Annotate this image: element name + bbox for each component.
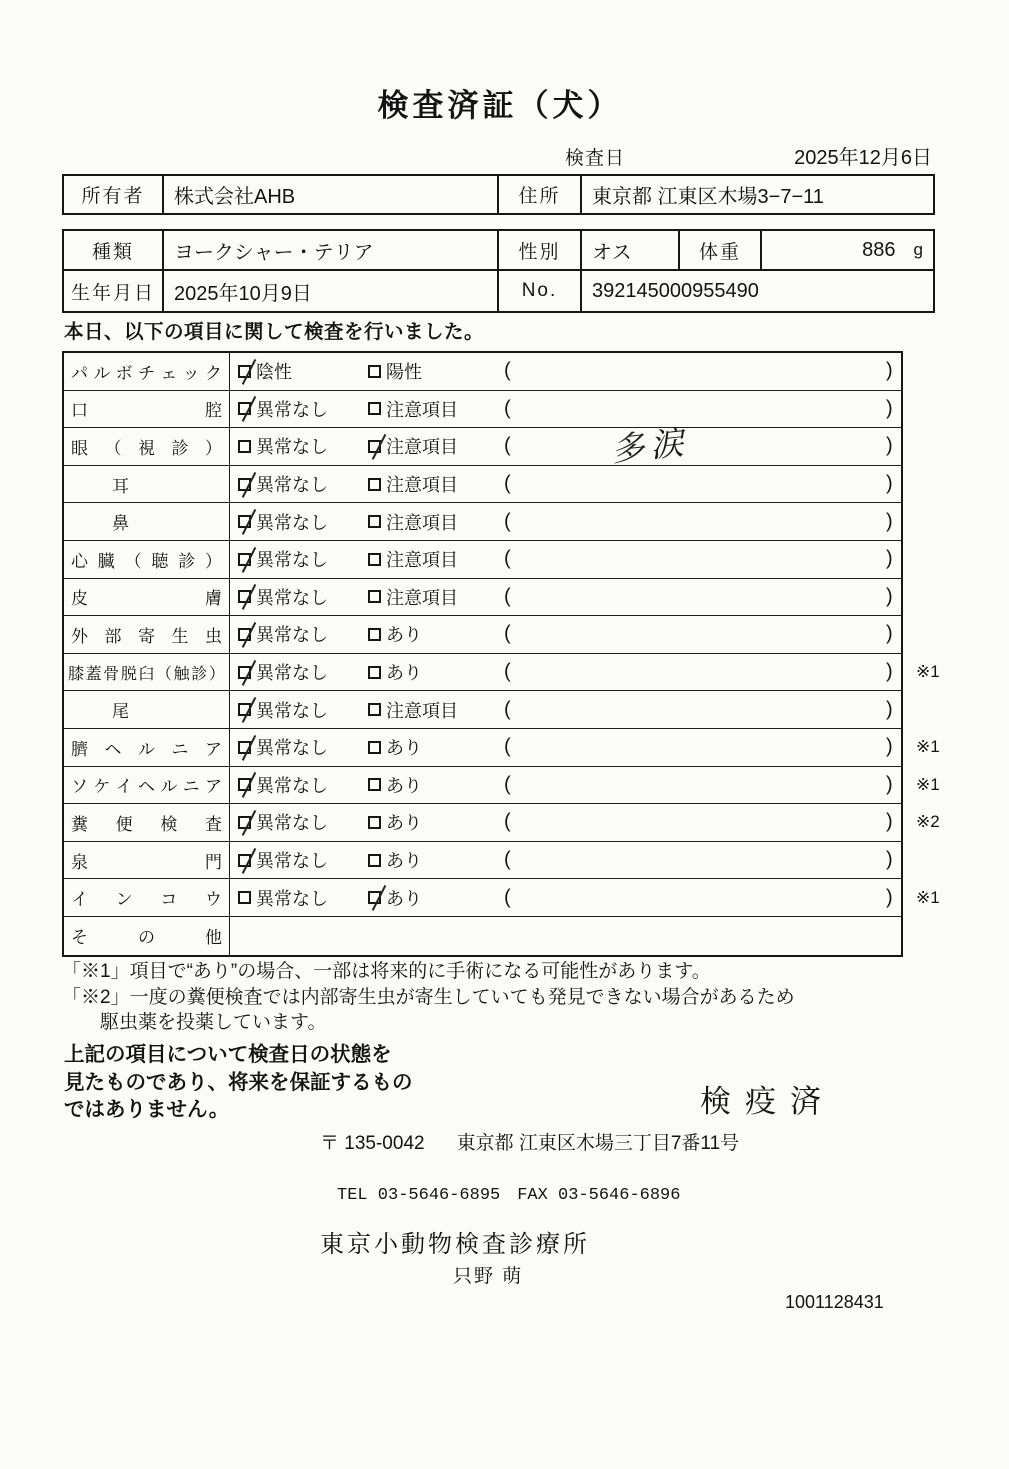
checkbox-unchecked-icon [368, 854, 381, 867]
option-label: 異常なし [256, 399, 328, 420]
option-label: 異常なし [256, 888, 328, 909]
inspection-item-label: 外 部 寄 生 虫 [64, 616, 230, 653]
page-title: 検査済証（犬） [377, 88, 623, 123]
footnote-line-1: 「※1」項目で“あり”の場合、一部は将来的に手術になる可能性があります。 [62, 961, 711, 982]
inspection-item-content [230, 804, 901, 841]
option-2 [368, 471, 458, 497]
inspection-row [64, 729, 940, 767]
checkbox-checked-icon [238, 666, 251, 679]
inspection-item-label: 心 臓 （ 聴 診 ） [64, 541, 230, 578]
checkbox-checked-icon [238, 816, 251, 829]
checkbox-checked-icon [238, 778, 251, 791]
checkbox-unchecked-icon [368, 402, 381, 415]
option-2 [368, 659, 422, 685]
option-label: 異常なし [256, 437, 328, 458]
checkbox-checked-icon [238, 402, 251, 415]
disclaimer-line-3: ではありません。 [64, 1098, 230, 1121]
option-1 [238, 433, 328, 459]
inspection-item-content [230, 691, 901, 728]
option-2 [368, 358, 422, 384]
inspection-item-label: 耳 [64, 466, 230, 503]
checkbox-unchecked-icon [368, 628, 381, 641]
paren-open: ( [504, 397, 511, 420]
checkbox-unchecked-icon [368, 515, 381, 528]
option-label: あり [386, 775, 422, 796]
inspection-item-label: 口 腔 [64, 391, 230, 428]
owner-label: 所有者 [64, 176, 164, 213]
inspection-item-content [230, 466, 901, 503]
option-label: 注意項目 [386, 700, 458, 721]
option-2 [368, 584, 458, 610]
paren-open: ( [504, 735, 511, 758]
inspection-row [64, 879, 940, 917]
inspection-item-label: 膝 蓋 骨 脱 臼 （ 触 診 ） [64, 654, 230, 691]
weight-value: 886 [862, 238, 896, 261]
note-mark: ※1 [916, 774, 940, 794]
inspection-item-content [230, 541, 901, 578]
inspection-row [64, 804, 940, 842]
inspection-table [62, 351, 940, 957]
paren-close: ) [886, 735, 893, 758]
checkbox-checked-icon [238, 854, 251, 867]
checkbox-unchecked-icon [238, 891, 251, 904]
option-label: 異常なし [256, 512, 328, 533]
owner-row [64, 176, 933, 213]
examiner-name: 只野 萌 [453, 1266, 524, 1287]
checkbox-checked-icon [238, 741, 251, 754]
checkbox-unchecked-icon [368, 553, 381, 566]
paren-close: ) [886, 585, 893, 608]
inspection-row [64, 466, 901, 504]
inspection-item-label: 鼻 [64, 503, 230, 540]
checkbox-unchecked-icon [368, 590, 381, 603]
option-label: 異常なし [256, 775, 328, 796]
inspection-item-content [230, 422, 901, 470]
clinic-name: 東京小動物検査診療所 [320, 1231, 590, 1258]
sex-value: オス [582, 231, 680, 269]
paren-close: ) [886, 773, 893, 796]
address-value: 東京都 江東区木場3−7−11 [592, 186, 824, 208]
paren-open: ( [504, 848, 511, 871]
option-label: 異常なし [256, 738, 328, 759]
paren-close: ) [886, 472, 893, 495]
paren-open: ( [504, 359, 511, 382]
option-1 [238, 772, 328, 798]
quarantine-stamp-text: 検疫済 [700, 1084, 835, 1119]
checkbox-unchecked-icon [368, 778, 381, 791]
inspection-item-label: 臍 ヘ ル ニ ア [64, 729, 230, 766]
inspection-row [64, 616, 901, 654]
inspection-item-content [230, 729, 901, 766]
inspection-item-label: ソ ケ イ ヘ ル ニ ア [64, 767, 230, 804]
option-label: 異常なし [256, 813, 328, 834]
option-label: あり [386, 625, 422, 646]
intro-text: 本日、以下の項目に関して検査を行いました。 [64, 321, 485, 343]
paren-close: ) [886, 547, 893, 570]
checkbox-checked-icon [238, 628, 251, 641]
option-label: あり [386, 663, 422, 684]
inspection-item-content [230, 579, 901, 616]
footnote-line-3: 駆虫薬を投薬しています。 [62, 1012, 327, 1033]
paren-open: ( [504, 585, 511, 608]
inspection-item-label: パ ル ボ チ ェ ッ ク [64, 353, 230, 390]
inspection-item-label: 尾 [64, 691, 230, 728]
option-label: 異常なし [256, 475, 328, 496]
checkbox-unchecked-icon [368, 703, 381, 716]
option-label: 注意項目 [386, 437, 458, 458]
paren-open: ( [504, 434, 511, 457]
birthdate-label: 生年月日 [64, 271, 164, 311]
option-1 [238, 621, 328, 647]
option-2 [368, 433, 458, 459]
inspection-item-label: イ ン コ ウ [64, 879, 230, 916]
paren-open: ( [504, 698, 511, 721]
paren-close: ) [886, 359, 893, 382]
inspection-item-label: 眼 （ 視 診 ） [64, 428, 230, 465]
option-label: 注意項目 [386, 512, 458, 533]
inspection-item-content [230, 767, 901, 804]
paren-close: ) [886, 510, 893, 533]
inspection-date-value: 2025年12月6日 [794, 147, 932, 169]
inspection-item-content [230, 654, 901, 691]
inspection-item-content [230, 353, 901, 390]
footnotes [62, 959, 795, 1036]
paren-close: ) [886, 698, 893, 721]
footnote-line-2: 「※2」一度の糞便検査では内部寄生虫が寄生していても発見できない場合があるため [62, 986, 795, 1008]
inspection-row [64, 541, 901, 579]
sex-label: 性別 [499, 231, 582, 269]
clinic-address-row [320, 1128, 739, 1155]
option-label: 異常なし [256, 663, 328, 684]
checkbox-unchecked-icon [368, 478, 381, 491]
inspection-row [64, 579, 901, 617]
inspection-row [64, 422, 901, 470]
option-1 [238, 471, 328, 497]
breed-label: 種類 [64, 231, 164, 269]
tel-fax: TEL 03-5646-6895 FAX 03-5646-6896 [337, 1186, 681, 1205]
paren-close: ) [886, 397, 893, 420]
checkbox-unchecked-icon [368, 741, 381, 754]
paren-open: ( [504, 773, 511, 796]
checkbox-checked-icon [368, 891, 381, 904]
option-1 [238, 358, 292, 384]
owner-value: 株式会社AHB [164, 176, 499, 213]
postal-code: 〒 135-0042 [320, 1133, 425, 1154]
checkbox-unchecked-icon [368, 666, 381, 679]
option-label: 陽性 [386, 362, 422, 383]
inspection-row [64, 917, 901, 955]
birthdate-value: 2025年10月9日 [164, 271, 499, 311]
paren-close: ) [886, 810, 893, 833]
checkbox-checked-icon [238, 590, 251, 603]
option-label: 注意項目 [386, 550, 458, 571]
disclaimer-line-2: 見たものであり、将来を保証するもの [64, 1070, 413, 1094]
note-mark: ※1 [916, 887, 940, 907]
option-label: 注意項目 [386, 399, 458, 420]
inspection-item-content [230, 879, 901, 916]
option-2 [368, 697, 458, 723]
inspection-row [64, 654, 940, 692]
inspection-item-content [230, 503, 901, 540]
option-label: 異常なし [256, 851, 328, 872]
option-label: 注意項目 [386, 475, 458, 496]
option-label: 異常なし [256, 587, 328, 608]
note-mark: ※2 [916, 812, 940, 832]
breed-value: ヨークシャー・テリア [164, 231, 499, 269]
paren-open: ( [504, 886, 511, 909]
paren-open: ( [504, 810, 511, 833]
inspection-row [64, 767, 940, 805]
paren-open: ( [504, 660, 511, 683]
checkbox-checked-icon [238, 365, 251, 378]
option-2 [368, 809, 422, 835]
inspection-item-label: 皮 膚 [64, 579, 230, 616]
no-value: 392145000955490 [592, 279, 759, 302]
option-label: あり [386, 888, 422, 909]
owner-table [62, 174, 935, 215]
paren-open: ( [504, 510, 511, 533]
option-label: 陰性 [256, 362, 292, 383]
disclaimer-line-1: 上記の項目について検査日の状態を [64, 1043, 392, 1066]
option-2 [368, 847, 422, 873]
option-1 [238, 809, 328, 835]
option-label: あり [386, 851, 422, 872]
inspection-item-content [230, 917, 901, 955]
no-label: No. [499, 271, 582, 311]
inspection-item-label: 泉 門 [64, 842, 230, 879]
checkbox-checked-icon [368, 440, 381, 453]
option-label: 異常なし [256, 550, 328, 571]
option-1 [238, 885, 328, 911]
option-label: 異常なし [256, 625, 328, 646]
inspection-date-label: 検査日 [565, 148, 626, 169]
option-2 [368, 885, 422, 911]
checkbox-checked-icon [238, 553, 251, 566]
option-1 [238, 546, 328, 572]
checkbox-checked-icon [238, 515, 251, 528]
checkbox-checked-icon [238, 703, 251, 716]
option-label: 注意項目 [386, 587, 458, 608]
option-2 [368, 734, 422, 760]
pet-info-table [62, 229, 935, 313]
option-1 [238, 734, 328, 760]
checkbox-unchecked-icon [368, 365, 381, 378]
paren-open: ( [504, 472, 511, 495]
pet-info-row-1 [64, 231, 933, 271]
paren-close: ) [886, 434, 893, 457]
address-label: 住所 [499, 176, 582, 213]
inspection-row [64, 503, 901, 541]
inspection-row [64, 842, 901, 880]
paren-close: ) [886, 660, 893, 683]
option-2 [368, 396, 458, 422]
inspection-item-content [230, 842, 901, 879]
paren-close: ) [886, 886, 893, 909]
option-1 [238, 396, 328, 422]
weight-cell [762, 231, 933, 269]
clinic-address: 東京都 江東区木場三丁目7番11号 [456, 1133, 740, 1154]
pet-info-row-2 [64, 271, 933, 311]
option-label: あり [386, 738, 422, 759]
option-2 [368, 772, 422, 798]
inspection-item-label: そ の 他 [64, 917, 230, 955]
note-mark: ※1 [916, 737, 940, 757]
option-1 [238, 659, 328, 685]
option-2 [368, 546, 458, 572]
option-1 [238, 847, 328, 873]
paren-close: ) [886, 848, 893, 871]
option-label: 異常なし [256, 700, 328, 721]
checkbox-unchecked-icon [238, 440, 251, 453]
note-mark: ※1 [916, 662, 940, 682]
inspection-item-content [230, 616, 901, 653]
paren-open: ( [504, 547, 511, 570]
handwritten-remark: 多涙 [609, 422, 692, 470]
option-label: あり [386, 813, 422, 834]
option-1 [238, 509, 328, 535]
weight-unit: g [913, 240, 923, 259]
paren-open: ( [504, 622, 511, 645]
checkbox-unchecked-icon [368, 816, 381, 829]
option-2 [368, 621, 422, 647]
checkbox-checked-icon [238, 478, 251, 491]
disclaimer [64, 1041, 413, 1124]
weight-label: 体重 [680, 231, 762, 269]
option-2 [368, 509, 458, 535]
serial-number: 1001128431 [785, 1292, 884, 1312]
option-1 [238, 697, 328, 723]
option-1 [238, 584, 328, 610]
inspection-row [64, 691, 901, 729]
inspection-row [64, 353, 901, 391]
inspection-item-label: 糞 便 検 査 [64, 804, 230, 841]
paren-close: ) [886, 622, 893, 645]
